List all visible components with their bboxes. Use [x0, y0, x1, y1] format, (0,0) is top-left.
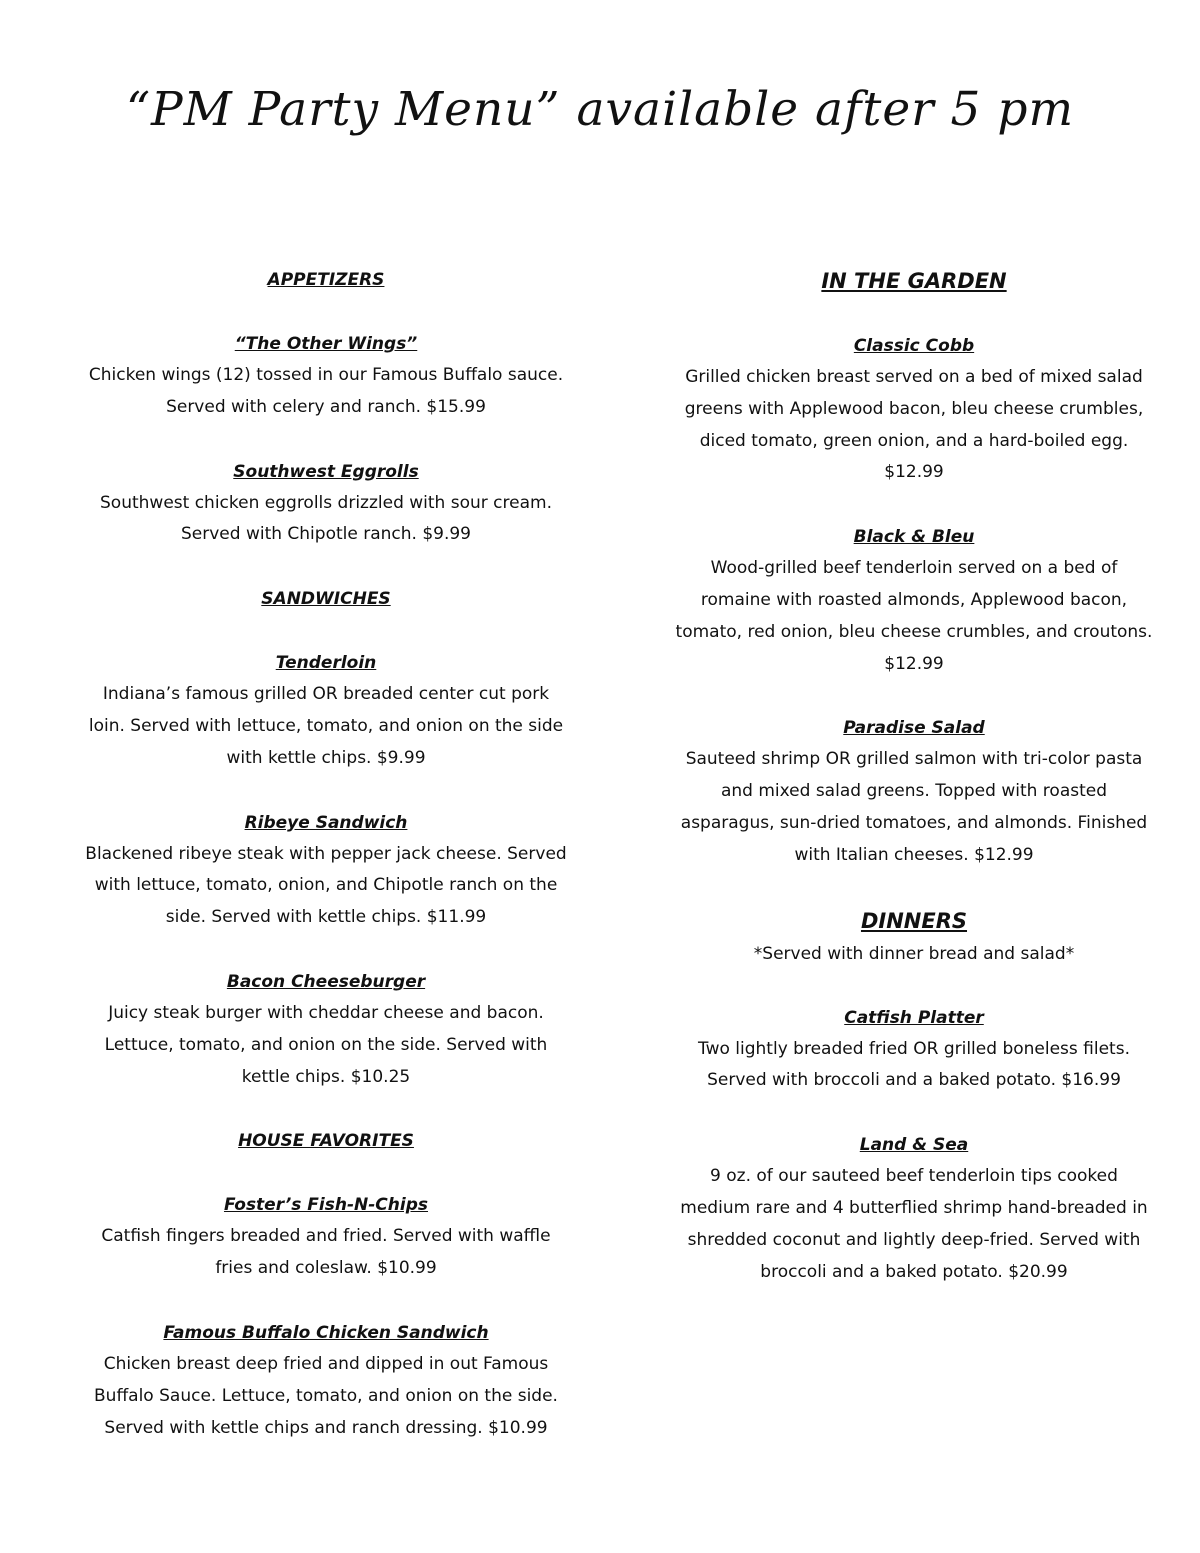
- menu-item: [56, 807, 596, 934]
- menu-item-name: Paradise Salad: [843, 718, 985, 739]
- menu-item-description: Chicken wings (12) tossed in our Famous Buffalo sauce. Served with celery and ranch. $15.99: [88, 365, 564, 417]
- menu-item-description: Blackened ribeye steak with pepper jack cheese. Served with lettuce, tomato, onion, and Chipotle ranch on the side. Served with kettle chips. $11.99: [85, 843, 567, 928]
- menu-item: [646, 330, 1182, 489]
- menu-item-name: Classic Cobb: [853, 336, 975, 356]
- section-heading: SANDWICHES: [261, 589, 391, 610]
- section-sandwiches: [56, 583, 596, 1093]
- section-house-favorites: [56, 1125, 596, 1444]
- menu-item: [56, 1317, 596, 1444]
- menu-item-name: Ribeye Sandwich: [244, 812, 408, 833]
- menu-item-name: “The Other Wings”: [234, 334, 418, 354]
- menu-item-description: Wood-grilled beef tenderloin served on a bed of romaine with roasted almonds, Applewood bacon, tomato, red onion, bleu cheese crumbles, and croutons. $12.99: [675, 558, 1153, 674]
- menu-item: [56, 1189, 596, 1285]
- menu-item: [646, 521, 1182, 680]
- section-in-the-garden: [646, 264, 1182, 872]
- menu-item-description: 9 oz. of our sauteed beef tenderloin tips cooked medium rare and 4 butterflied shrimp hand-breaded in shredded coconut and lightly deep-fried. Served with broccoli and a baked potato. $20.99: [680, 1166, 1148, 1282]
- menu-item-name: Black & Bleu: [853, 527, 975, 548]
- menu-item: [646, 712, 1182, 871]
- menu-item-description: Sauteed shrimp OR grilled salmon with tri-color pasta and mixed salad greens. Topped with roasted asparagus, sun-dried tomatoes, and almonds. Finished with Italian cheeses. $12.99: [680, 749, 1148, 865]
- menu-item: [646, 1129, 1182, 1288]
- section-heading: HOUSE FAVORITES: [238, 1131, 414, 1152]
- menu-item-description: Chicken breast deep fried and dipped in out Famous Buffalo Sauce. Lettuce, tomato, and onion on the side. Served with kettle chips and ranch dressing. $10.99: [94, 1353, 558, 1438]
- menu-item: [56, 647, 596, 774]
- section-heading: APPETIZERS: [267, 270, 385, 290]
- menu-item-name: Bacon Cheeseburger: [226, 971, 426, 992]
- menu-item-name: Southwest Eggrolls: [233, 461, 419, 482]
- menu-item-name: Foster’s Fish-N-Chips: [223, 1195, 429, 1216]
- menu-item-name: Catfish Platter: [844, 1007, 984, 1028]
- menu-item: [56, 966, 596, 1093]
- menu-item-description: Catfish fingers breaded and fried. Served with waffle fries and coleslaw. $10.99: [101, 1226, 551, 1279]
- menu-item: [56, 456, 596, 552]
- section-dinners: [646, 904, 1182, 1289]
- section-heading: DINNERS: [860, 908, 968, 933]
- section-note: *Served with dinner bread and salad*: [753, 943, 1075, 964]
- menu-item-description: Indiana’s famous grilled OR breaded center cut pork loin. Served with lettuce, tomato, and onion on the side with kettle chips. $9.99: [88, 684, 564, 768]
- menu-item-name: Tenderloin: [275, 653, 377, 674]
- right-column: [646, 264, 1182, 1320]
- menu-item-description: Southwest chicken eggrolls drizzled with sour cream. Served with Chipotle ranch. $9.99: [100, 492, 552, 545]
- menu-item-name: Land & Sea: [859, 1135, 969, 1156]
- section-heading: IN THE GARDEN: [821, 269, 1007, 293]
- page-title: “PM Party Menu” available after 5 pm: [125, 82, 1075, 137]
- menu-item-description: Juicy steak burger with cheddar cheese and bacon. Lettuce, tomato, and onion on the side. Served with kettle chips. $10.25: [104, 1002, 548, 1087]
- left-column: [56, 264, 596, 1476]
- menu-item-name: Famous Buffalo Chicken Sandwich: [163, 1322, 489, 1343]
- menu-item-description: Grilled chicken breast served on a bed of mixed salad greens with Applewood bacon, bleu cheese crumbles, diced tomato, green onion, and a hard-boiled egg. $12.99: [684, 367, 1144, 483]
- menu-item: [56, 328, 596, 424]
- menu-item-description: Two lightly breaded fried OR grilled boneless filets. Served with broccoli and a baked potato. $16.99: [698, 1038, 1130, 1091]
- section-appetizers: [56, 264, 596, 551]
- menu-item: [646, 1002, 1182, 1098]
